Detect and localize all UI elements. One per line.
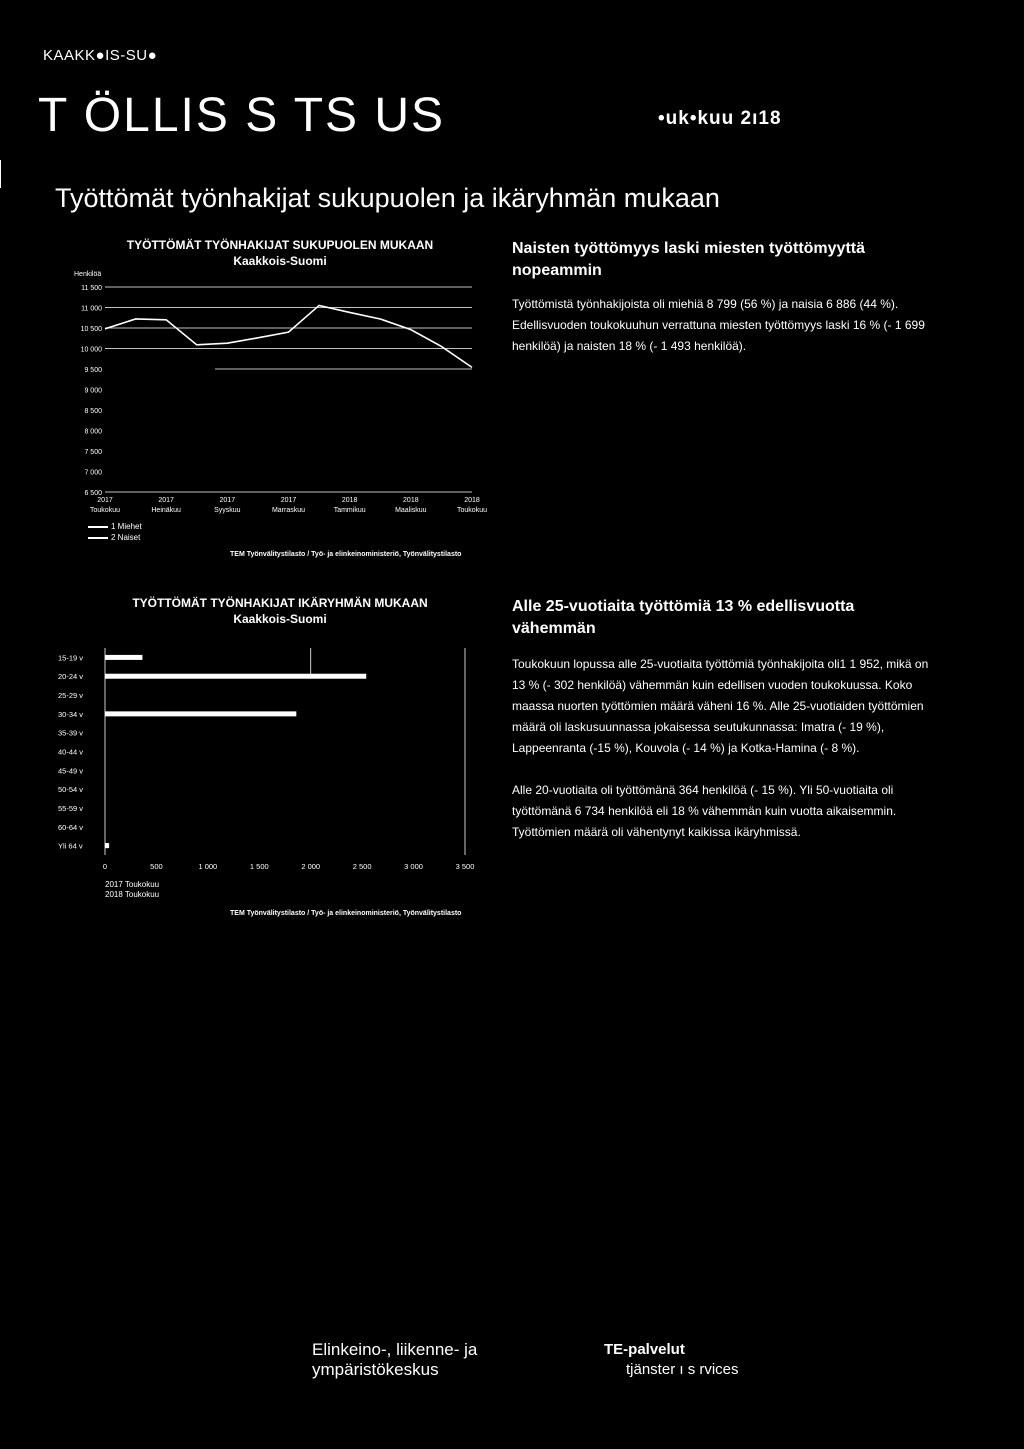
bar-chart-source: TEM Työnvälitystilasto / Työ- ja elinkeinoministeriö, Työnvälitystilasto (230, 910, 462, 917)
bar-chart-title: TYÖTTÖMÄT TYÖNHAKIJAT IKÄRYHMÄN MUKAAN (132, 596, 428, 610)
x-tick-label: 1 000 (198, 862, 218, 871)
y-tick-label: 8 000 (84, 428, 102, 436)
x-tick-year: 2017 (280, 497, 297, 504)
x-tick-label: 500 (150, 862, 163, 871)
legend-label-miehet: 1 Miehet (111, 522, 142, 531)
category-label: 55-59 v (58, 803, 84, 813)
y-tick-label: 10 500 (80, 326, 102, 333)
x-tick-month: Maaliskuu (395, 507, 427, 514)
y-tick-label: 11 000 (81, 305, 102, 313)
x-tick-label: 1 500 (249, 862, 269, 871)
x-tick-year: 2017 (97, 497, 113, 504)
x-tick-month: Toukokuu (90, 507, 120, 514)
x-tick-month: Heinäkuu (151, 507, 181, 514)
line-chart-source: TEM Työnvälitystilasto / Työ- ja elinkeinoministeriö, Työnvälitystilasto (230, 551, 462, 558)
y-tick-label: 9 000 (84, 387, 102, 395)
legend-item-miehet (88, 521, 142, 532)
legend-label-2017: 2017 Toukokuu (105, 880, 160, 889)
x-tick-month: Toukokuu (457, 507, 487, 514)
y-tick-label: 6 500 (84, 490, 102, 497)
category-label: 20-24 v (58, 672, 84, 682)
series-line-1 (105, 305, 472, 367)
bar-chart (50, 640, 480, 880)
category-label: Yli 64 v (58, 841, 83, 851)
category-label: 35-39 v (58, 728, 84, 738)
category-label: 40-44 v (58, 747, 84, 757)
y-tick-label: 9 500 (84, 367, 102, 374)
section-title: Työttömät työnhakijat sukupuolen ja ikäryhmän mukaan (55, 183, 720, 213)
line-chart (50, 265, 520, 565)
bar-chart-subtitle: Kaakkois-Suomi (233, 612, 327, 626)
line-chart-subtitle: Kaakkois-Suomi (233, 254, 327, 268)
bar-2018 (105, 655, 142, 660)
line-chart-title: TYÖTTÖMÄT TYÖNHAKIJAT SUKUPUOLEN MUKAAN (126, 238, 434, 252)
legend-swatch (88, 537, 108, 539)
y-tick-label: 10 000 (80, 346, 102, 354)
x-tick-month: Tammikuu (333, 507, 366, 514)
age-heading: Alle 25-vuotiaita työttömiä 13 % edellisvuotta vähemmän (512, 598, 855, 637)
x-tick-label: 3 500 (455, 862, 475, 871)
bar-2017 (105, 674, 366, 679)
line-chart-unit: Henkilöä (74, 271, 102, 278)
side-divider (0, 160, 1, 188)
legend-swatch (88, 526, 108, 528)
y-tick-label: 7 500 (84, 449, 102, 456)
x-tick-label: 0 (102, 862, 108, 871)
y-tick-label: 8 500 (84, 408, 102, 415)
line-legend (88, 521, 142, 543)
region-label: KAAKK●IS-SU● (43, 47, 158, 64)
x-tick-year: 2017 (219, 497, 236, 504)
y-tick-label: 7 000 (84, 469, 102, 477)
x-tick-year: 2018 (464, 497, 480, 504)
x-tick-label: 2 500 (352, 862, 372, 871)
ely-logo-line1: Elinkeino-, liikenne- ja (312, 1340, 478, 1359)
gender-heading: Naisten työttömyys laski miesten työttömyyttä nopeammin (512, 240, 865, 279)
report-date: •uk•kuu 2ı18 (658, 108, 782, 129)
y-tick-label: 11 500 (81, 285, 102, 292)
category-label: 15-19 v (58, 653, 84, 663)
x-tick-month: Syyskuu (214, 507, 241, 514)
x-tick-year: 2018 (403, 497, 419, 504)
x-tick-year: 2018 (341, 497, 358, 504)
te-logo-line1: TE-palvelut (604, 1341, 685, 1358)
gender-paragraph: Työttömistä työnhakijoista oli miehiä 8 799 (56 %) ja naisia 6 886 (44 %). Edellisvuoden toukokuuhun verrattuna miesten työttömyys laski 16 % (- 1 699 henkilöä) ja naisten 18 % (- 1 493 henkilöä). (512, 297, 925, 353)
report-title: T ÖLLIS S TS US (38, 89, 446, 142)
bar-2017 (105, 711, 296, 716)
x-tick-year: 2017 (158, 497, 174, 504)
bar-2018 (105, 843, 108, 848)
legend-label-naiset: 2 Naiset (111, 533, 141, 542)
ely-logo-line2: ympäristökeskus (312, 1360, 439, 1379)
category-label: 30-34 v (58, 709, 84, 719)
category-label: 50-54 v (58, 785, 84, 795)
age-paragraph-1: Toukokuun lopussa alle 25-vuotiaita työttömiä työnhakijoita oli1 1 952, mikä on 13 % (- 302 henkilöä) vähemmän kuin edellisen vuoden toukokuussa. Koko maassa nuorten työttömien määrä väheni 16 %. Alle 25-vuotiaiden työttömien määrä oli laskusuunnassa jokaisessa seutukunnassa: Imatra (- 19 %), Lappeenranta (-15 %), Kouvola (- 14 %) ja Kotka-Hamina (- 8 %). (512, 657, 929, 755)
x-tick-month: Marraskuu (271, 507, 306, 514)
category-label: 25-29 v (58, 691, 84, 701)
x-tick-label: 2 000 (301, 862, 321, 871)
legend-label-2018: 2018 Toukokuu (105, 890, 160, 899)
category-label: 45-49 v (58, 766, 84, 776)
bar-legend (105, 880, 159, 900)
age-paragraph-2: Alle 20-vuotiaita oli työttömänä 364 henkilöä (- 15 %). Yli 50-vuotiaita oli työttömänä 6 734 henkilöä eli 18 % vähemmän kuin vuotta aikaisemmin. Työttömien määrä oli vähentynyt kaikissa ikäryhmissä. (512, 783, 897, 839)
x-tick-label: 3 000 (404, 862, 423, 871)
te-logo (604, 1340, 739, 1380)
category-label: 60-64 v (58, 822, 84, 832)
ely-logo (312, 1340, 477, 1380)
te-logo-line2: tjänster ı s rvices (626, 1361, 739, 1378)
legend-item-naiset (88, 532, 142, 543)
